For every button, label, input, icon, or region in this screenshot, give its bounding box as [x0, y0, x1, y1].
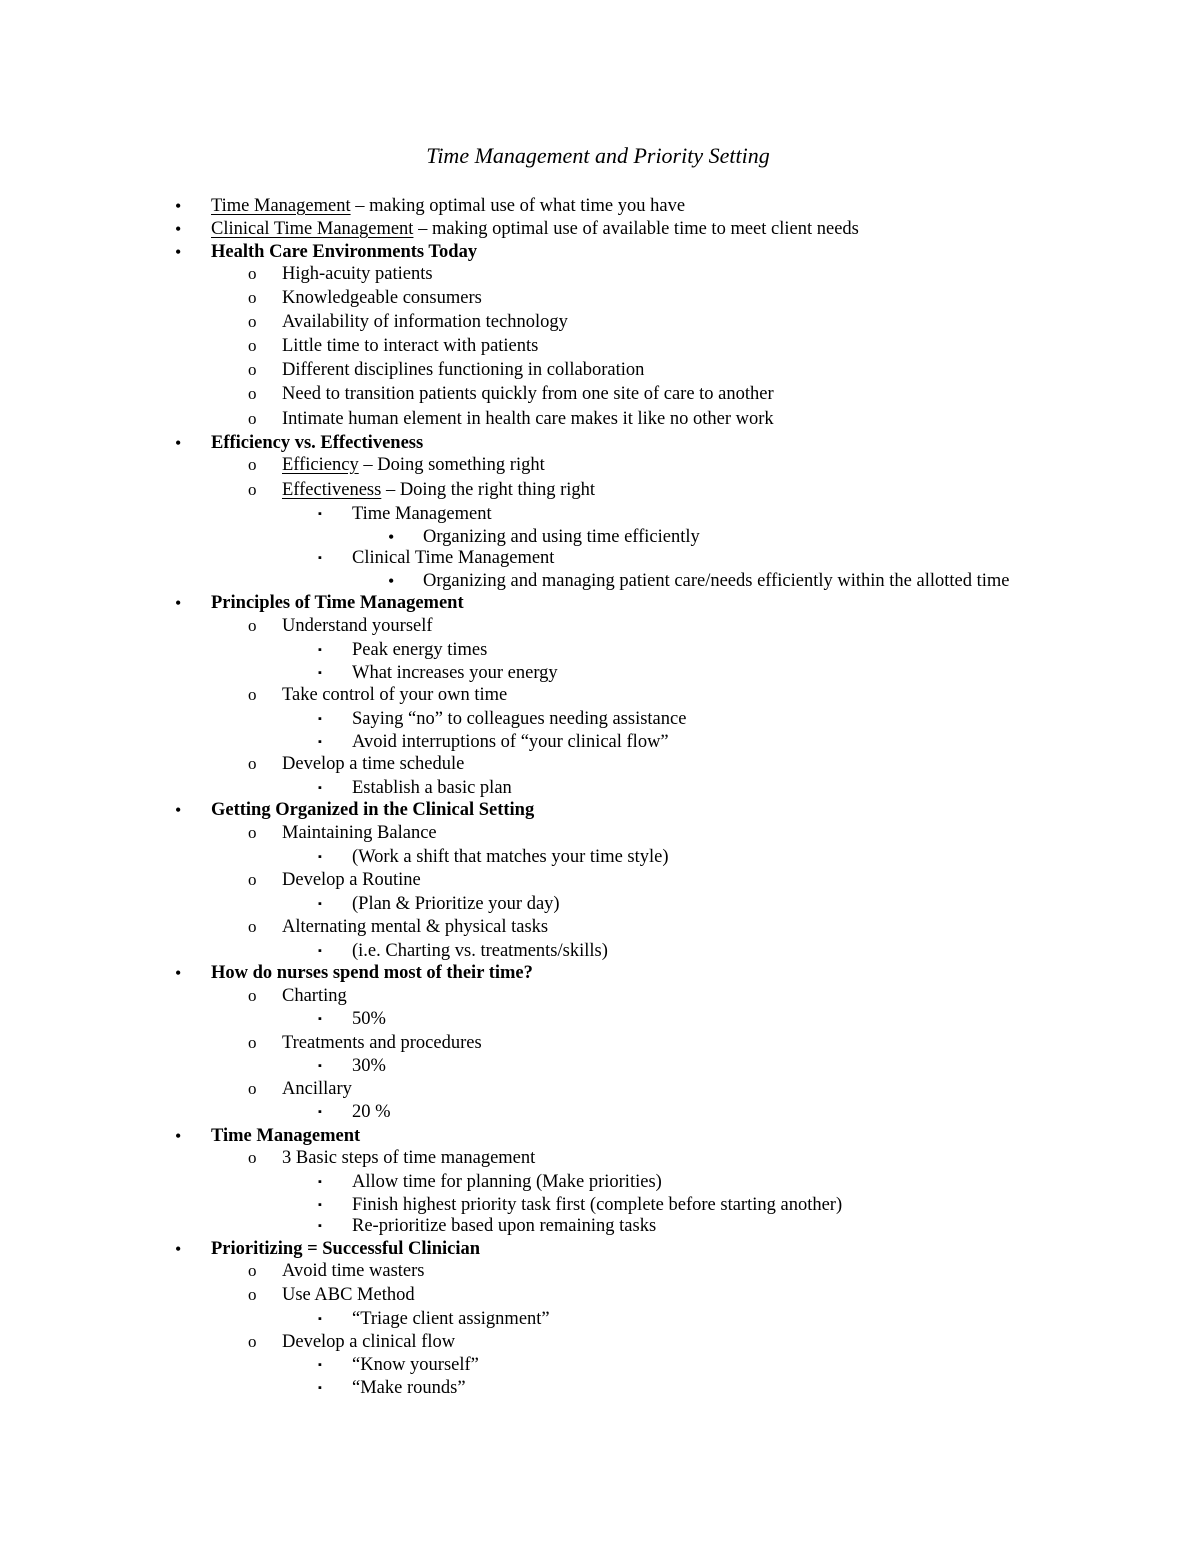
item-text: Avoid interruptions of “your clinical flow” [352, 732, 669, 752]
item-text: “Know yourself” [352, 1355, 479, 1375]
outline-item-text [211, 431, 423, 455]
circle-marker: o [248, 384, 257, 403]
item-text: (i.e. Charting vs. treatments/skills) [352, 941, 608, 961]
circle-marker: o [248, 264, 257, 283]
square-marker: ▪ [318, 1013, 322, 1025]
square-marker: ▪ [318, 782, 322, 794]
item-text: Understand yourself [282, 616, 433, 636]
item-text: Saying “no” to colleagues needing assistance [352, 709, 687, 729]
item-text: 30% [352, 1056, 386, 1076]
item-text: Finish highest priority task first (complete before starting another) [352, 1195, 843, 1215]
circle-marker: o [248, 312, 257, 331]
outline-item-text [282, 752, 464, 776]
item-text: Little time to interact with patients [282, 336, 539, 356]
item-text: Prioritizing = Successful Clinician [211, 1239, 481, 1259]
outline-item-text [282, 1077, 352, 1101]
item-text: Re-prioritize based upon remaining tasks [352, 1216, 657, 1236]
outline-item-text [282, 821, 437, 845]
term-label: Effectiveness [282, 480, 382, 500]
item-text: Establish a basic plan [352, 778, 512, 798]
square-marker: ▪ [318, 508, 322, 520]
document-title: Time Management and Priority Setting [426, 143, 770, 168]
square-marker: ▪ [318, 1313, 322, 1325]
bullet-marker: • [175, 963, 182, 983]
square-marker: ▪ [318, 1060, 322, 1072]
square-marker: ▪ [318, 945, 322, 957]
square-marker: ▪ [318, 1359, 322, 1371]
item-text: Efficiency vs. Effectiveness [211, 433, 424, 453]
item-text: Organizing and managing patient care/needs efficiently within the allotted time [423, 571, 1010, 591]
square-marker: ▪ [318, 644, 322, 656]
item-text: Develop a Routine [282, 870, 421, 890]
outline-item-text [282, 478, 595, 502]
item-text: Charting [282, 986, 347, 1006]
item-text: – making optimal use of available time to meet client needs [413, 219, 859, 239]
outline-item-text [282, 1330, 455, 1354]
circle-marker: o [248, 1079, 257, 1098]
outline-item-text [211, 798, 534, 822]
item-text: Knowledgeable consumers [282, 288, 482, 308]
circle-marker: o [248, 685, 257, 704]
term-label: Efficiency [282, 455, 359, 475]
square-marker: ▪ [318, 851, 322, 863]
outline-item-text [282, 1283, 415, 1307]
outline-item-text [211, 240, 477, 264]
outline-item-text [211, 1237, 480, 1261]
circle-marker: o [248, 455, 257, 474]
item-text: Peak energy times [352, 640, 488, 660]
outline-item-text [282, 1146, 535, 1170]
outline-item-text [282, 407, 774, 431]
outline-item-text [282, 1031, 482, 1055]
item-text: 3 Basic steps of time management [282, 1148, 536, 1168]
circle-marker: o [248, 1285, 257, 1304]
circle-marker: o [248, 1033, 257, 1052]
outline-item-text [352, 845, 669, 869]
item-text: – making optimal use of what time you have [350, 196, 686, 216]
circle-marker: o [248, 1148, 257, 1167]
bullet-marker: • [175, 196, 182, 216]
outline-item-text [211, 591, 464, 615]
outline-item-text [282, 453, 545, 477]
item-text: High-acuity patients [282, 264, 433, 284]
bullet-marker: • [175, 1239, 182, 1259]
outline-item-text [352, 661, 558, 685]
item-text: Need to transition patients quickly from one site of care to another [282, 384, 774, 404]
outline-item-text [282, 358, 644, 382]
bullet-marker: • [175, 1126, 182, 1146]
item-text: – Doing the right thing right [381, 480, 596, 500]
item-text: “Triage client assignment” [352, 1309, 550, 1329]
outline-item-text [211, 217, 859, 241]
circle-marker: o [248, 917, 257, 936]
square-marker: ▪ [318, 736, 322, 748]
square-marker: ▪ [318, 1176, 322, 1188]
bullet-marker: • [175, 219, 182, 239]
item-text: Develop a clinical flow [282, 1332, 456, 1352]
item-text: Allow time for planning (Make priorities) [352, 1172, 662, 1192]
square-marker: ▪ [318, 1220, 322, 1232]
item-text: Getting Organized in the Clinical Setting [211, 800, 535, 820]
item-text: Ancillary [282, 1079, 352, 1099]
outline-item-text [352, 1214, 656, 1238]
outline-item-text [282, 984, 347, 1008]
outline-item-text [282, 382, 774, 406]
circle-marker: o [248, 754, 257, 773]
outline-item-text [352, 1170, 662, 1194]
outline-item-text [352, 892, 560, 916]
outline-item-text [352, 939, 608, 963]
item-text: Clinical Time Management [352, 548, 555, 568]
circle-marker: o [248, 616, 257, 635]
item-text: Health Care Environments Today [211, 242, 478, 262]
square-marker: ▪ [318, 713, 322, 725]
term-label: Time Management [211, 196, 351, 216]
outline-item-text [352, 1353, 479, 1377]
outline-item-text [352, 546, 554, 570]
outline-item-text [352, 776, 512, 800]
outline-item-text [282, 286, 482, 310]
item-text: What increases your energy [352, 663, 558, 683]
item-text: Availability of information technology [282, 312, 568, 332]
outline-item-text [282, 334, 538, 358]
item-text: Intimate human element in health care makes it like no other work [282, 409, 774, 429]
item-text: Time Management [352, 504, 492, 524]
outline-item-text [352, 1307, 550, 1331]
bullet-marker: • [388, 527, 395, 547]
circle-marker: o [248, 480, 257, 499]
outline-item-text [352, 638, 487, 662]
outline-item-text [282, 915, 548, 939]
item-text: How do nurses spend most of their time? [211, 963, 533, 983]
bullet-marker: • [175, 800, 182, 820]
circle-marker: o [248, 986, 257, 1005]
circle-marker: o [248, 288, 257, 307]
item-text: Principles of Time Management [211, 593, 464, 613]
bullet-marker: • [175, 242, 182, 262]
item-text: Time Management [211, 1126, 361, 1146]
circle-marker: o [248, 1261, 257, 1280]
item-text: Treatments and procedures [282, 1033, 482, 1053]
outline-item-text [352, 730, 669, 754]
item-text: Organizing and using time efficiently [423, 527, 700, 547]
square-marker: ▪ [318, 667, 322, 679]
outline-item-text [352, 707, 686, 731]
item-text: Maintaining Balance [282, 823, 437, 843]
item-text: Take control of your own time [282, 685, 508, 705]
outline-item-text [352, 502, 492, 526]
item-text: Alternating mental & physical tasks [282, 917, 549, 937]
square-marker: ▪ [318, 1382, 322, 1394]
outline-item-text [282, 310, 568, 334]
outline-item-text [352, 1054, 386, 1078]
outline-item-text [423, 569, 1010, 593]
item-text: 50% [352, 1009, 386, 1029]
square-marker: ▪ [318, 552, 322, 564]
item-text: Avoid time wasters [282, 1261, 425, 1281]
circle-marker: o [248, 823, 257, 842]
item-text: Develop a time schedule [282, 754, 465, 774]
square-marker: ▪ [318, 898, 322, 910]
item-text: Use ABC Method [282, 1285, 415, 1305]
outline-item-text [352, 1100, 391, 1124]
item-text: (Work a shift that matches your time style) [352, 847, 669, 867]
outline-item-text [282, 262, 433, 286]
outline-item-text [211, 961, 533, 985]
circle-marker: o [248, 870, 257, 889]
circle-marker: o [248, 360, 257, 379]
outline-item-text [352, 1007, 386, 1031]
item-text: – Doing something right [358, 455, 545, 475]
outline-item-text [282, 868, 421, 892]
item-text: (Plan & Prioritize your day) [352, 894, 560, 914]
bullet-marker: • [388, 571, 395, 591]
square-marker: ▪ [318, 1199, 322, 1211]
outline-item-text [352, 1376, 466, 1400]
circle-marker: o [248, 1332, 257, 1351]
bullet-marker: • [175, 593, 182, 613]
item-text: Different disciplines functioning in collaboration [282, 360, 645, 380]
item-text: 20 % [352, 1102, 391, 1122]
outline-item-text [211, 1124, 360, 1148]
bullet-marker: • [175, 433, 182, 453]
outline-item-text [282, 683, 507, 707]
outline-item-text [211, 194, 685, 218]
circle-marker: o [248, 409, 257, 428]
item-text: “Make rounds” [352, 1378, 466, 1398]
square-marker: ▪ [318, 1106, 322, 1118]
circle-marker: o [248, 336, 257, 355]
outline-item-text [282, 1259, 425, 1283]
term-label: Clinical Time Management [211, 219, 414, 239]
outline-item-text [282, 614, 433, 638]
